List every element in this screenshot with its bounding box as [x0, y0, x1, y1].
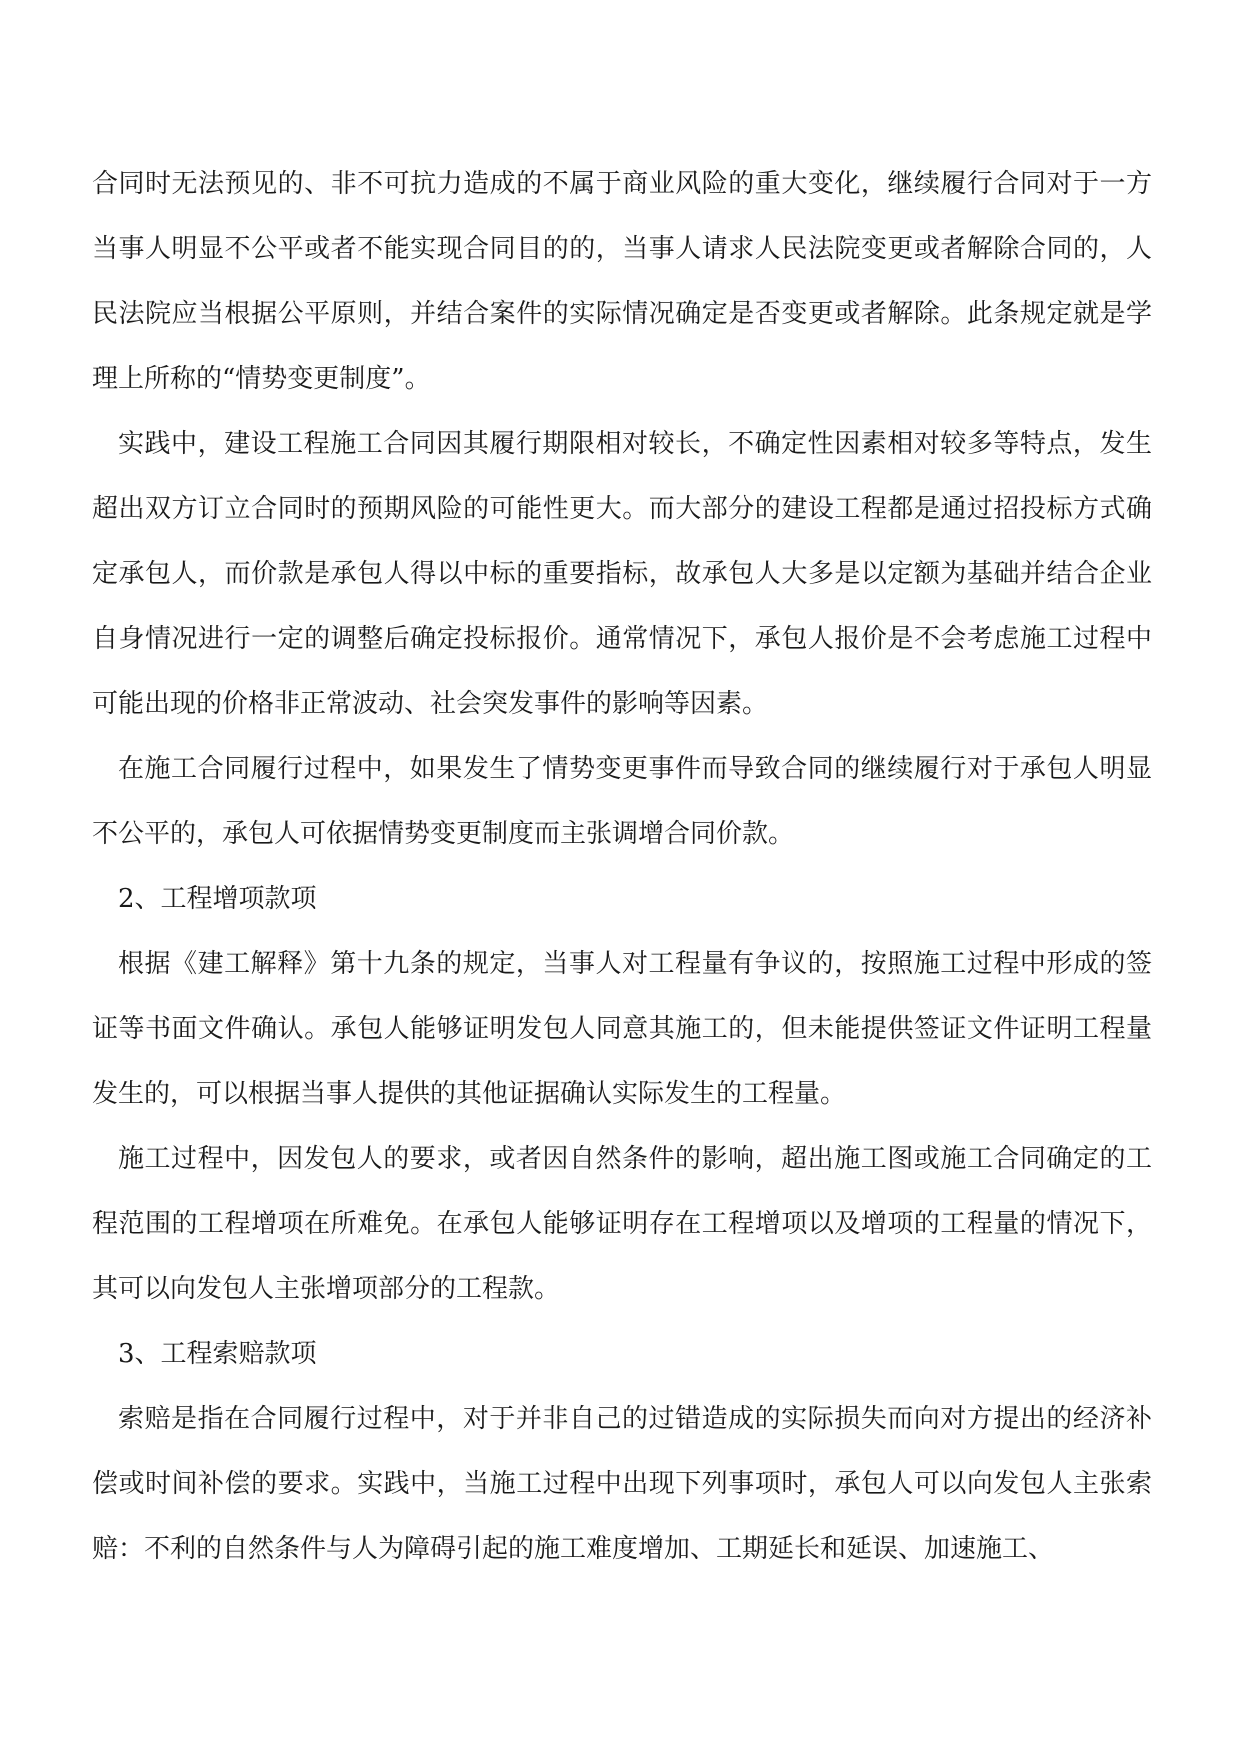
document-body: [92, 152, 1152, 1582]
paragraph-practice: 实践中，建设工程施工合同因其履行期限相对较长，不确定性因素相对较多等特点，发生超出双方订立合同时的预期风险的可能性更大。而大部分的建设工程都是通过招投标方式确定承包人，而价款是承包人得以中标的重要指标，故承包人大多是以定额为基础并结合企业自身情况进行一定的调整后确定投标报价。通常情况下，承包人报价是不会考虑施工过程中可能出现的价格非正常波动、社会突发事件的影响等因素。: [92, 429, 1152, 719]
paragraph-continuation: 合同时无法预见的、非不可抗力造成的不属于商业风险的重大变化，继续履行合同对于一方当事人明显不公平或者不能实现合同目的的，当事人请求人民法院变更或者解除合同的，人民法院应当根据公平原则，并结合案件的实际情况确定是否变更或者解除。此条规定就是学理上所称的“情势变更制度”。: [92, 169, 1152, 394]
paragraph-change-event: 在施工合同履行过程中，如果发生了情势变更事件而导致合同的继续履行对于承包人明显不公平的，承包人可依据情势变更制度而主张调增合同价款。: [92, 754, 1152, 849]
paragraph-claims: 索赔是指在合同履行过程中，对于并非自己的过错造成的实际损失而向对方提出的经济补偿或时间补偿的要求。实践中，当施工过程中出现下列事项时，承包人可以向发包人主张索赔：不利的自然条件与人为障碍引起的施工难度增加、工期延长和延误、加速施工、: [92, 1404, 1152, 1564]
section-heading-2: 2、工程增项款项: [118, 884, 317, 914]
paragraph-interpretation: 根据《建工解释》第十九条的规定，当事人对工程量有争议的，按照施工过程中形成的签证等书面文件确认。承包人能够证明发包人同意其施工的，但未能提供签证文件证明工程量发生的，可以根据当事人提供的其他证据确认实际发生的工程量。: [92, 949, 1152, 1109]
paragraph-additional-items: 施工过程中，因发包人的要求，或者因自然条件的影响，超出施工图或施工合同确定的工程范围的工程增项在所难免。在承包人能够证明存在工程增项以及增项的工程量的情况下，其可以向发包人主张增项部分的工程款。: [92, 1144, 1152, 1304]
section-heading-3: 3、工程索赔款项: [118, 1339, 317, 1369]
